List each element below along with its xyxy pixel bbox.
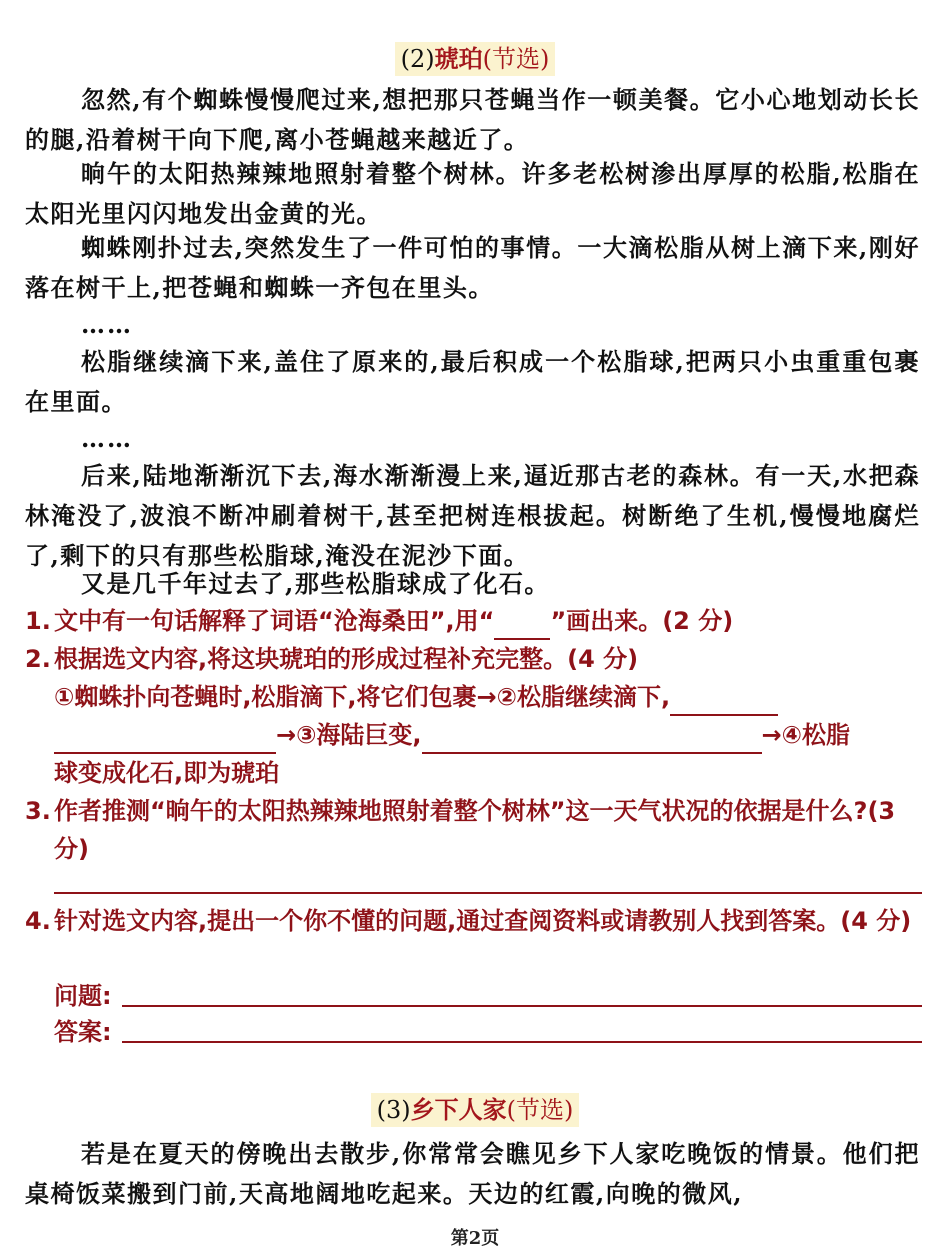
question-2-step2b: →④松脂: [761, 721, 850, 749]
question-1: [25, 602, 925, 640]
question-2-number: 2.: [25, 645, 51, 673]
ellipsis: ……: [81, 424, 133, 453]
question-4-answer-line[interactable]: [122, 1041, 922, 1043]
section2-number: (2): [400, 45, 435, 73]
question-2-step2a: →③海陆巨变,: [276, 721, 422, 749]
passage-paragraph: 后来,陆地渐渐沉下去,海水渐渐漫上来,逼近那古老的森林。有一天,水把森林淹没了,波浪不断冲刷着树干,甚至把树连根拔起。树断绝了生机,慢慢地腐烂了,剩下的只有那些松脂球,淹没在泥沙下面。: [25, 461, 920, 570]
section3-title: [0, 1093, 950, 1127]
question-1-number: 1.: [25, 607, 51, 635]
question-3: [25, 792, 925, 868]
section2-excerpt-tag: (节选): [482, 45, 550, 73]
passage-paragraph: 晌午的太阳热辣辣地照射着整个树林。许多老松树渗出厚厚的松脂,松脂在太阳光里闪闪地发出金黄的光。: [25, 159, 920, 228]
question-4-text: 针对选文内容,提出一个你不懂的问题,通过查阅资料或请教别人找到答案。(4 分): [54, 907, 912, 935]
question-4-question-line[interactable]: [122, 1005, 922, 1007]
question-4: [25, 902, 925, 940]
question-2-blank-1b[interactable]: [54, 722, 276, 754]
question-2-blank-2[interactable]: [422, 722, 762, 754]
question-2-step1: ①蜘蛛扑向苍蝇时,松脂滴下,将它们包裹→②松脂继续滴下,: [54, 683, 671, 711]
question-1-blank[interactable]: [494, 608, 550, 640]
question-2-step-line2: [54, 716, 925, 754]
question-4-question-label: 问题:: [54, 982, 112, 1010]
question-1-text: [54, 602, 925, 640]
question-2-step-line1: [54, 678, 925, 716]
section2-title-box: [395, 42, 556, 76]
question-4-answer-label: 答案:: [54, 1018, 112, 1046]
section3-number: (3): [376, 1096, 411, 1124]
page-number: 第2页: [450, 1228, 500, 1249]
question-2-step3: 球变成化石,即为琥珀: [54, 759, 280, 787]
ellipsis: ……: [81, 310, 133, 339]
question-2: [25, 640, 925, 792]
question-3-number: 3.: [25, 797, 51, 825]
section3-title-box: [371, 1093, 580, 1127]
passage-paragraph: 又是几千年过去了,那些松脂球成了化石。: [81, 569, 550, 598]
section3-excerpt-tag: (节选): [506, 1096, 574, 1124]
passage-paragraph: 若是在夏天的傍晚出去散步,你常常会瞧见乡下人家吃晚饭的情景。他们把桌椅饭菜搬到门前,天高地阔地吃起来。天边的红霞,向晚的微风,: [25, 1139, 920, 1208]
section3-name: 乡下人家: [410, 1095, 507, 1124]
question-2-stem: 根据选文内容,将这块琥珀的形成过程补充完整。(4 分): [54, 645, 639, 673]
question-1-text-b: ”画出来。(2 分): [550, 607, 734, 635]
question-1-text-a: 文中有一句话解释了词语“沧海桑田”,用“: [54, 607, 495, 635]
question-3-text: 作者推测“晌午的太阳热辣辣地照射着整个树林”这一天气状况的依据是什么?(3 分): [54, 797, 896, 863]
passage-paragraph: 忽然,有个蜘蛛慢慢爬过来,想把那只苍蝇当作一顿美餐。它小心地划动长长的腿,沿着树干向下爬,离小苍蝇越来越近了。: [25, 85, 920, 154]
section2-title: [0, 42, 950, 76]
question-2-blank-1a[interactable]: [670, 684, 778, 716]
question-4-number: 4.: [25, 907, 51, 935]
question-3-answer-line[interactable]: [54, 892, 922, 894]
passage-paragraph: 蜘蛛刚扑过去,突然发生了一件可怕的事情。一大滴松脂从树上滴下来,刚好落在树干上,把苍蝇和蜘蛛一齐包在里头。: [25, 233, 920, 302]
section2-name: 琥珀: [434, 44, 483, 73]
passage-paragraph: 松脂继续滴下来,盖住了原来的,最后积成一个松脂球,把两只小虫重重包裹在里面。: [25, 347, 920, 416]
